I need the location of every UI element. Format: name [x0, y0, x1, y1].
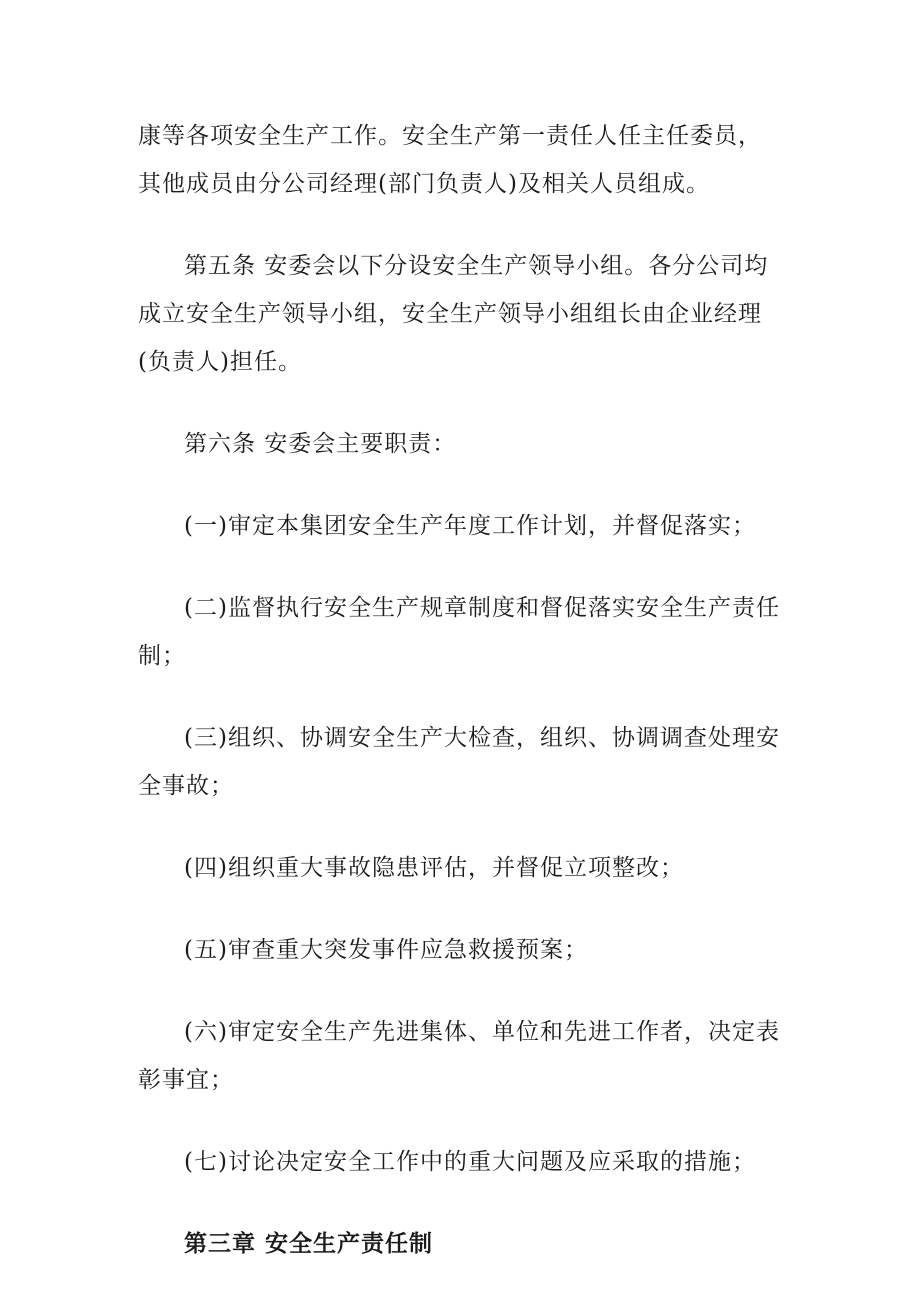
duty-item-2: (二)监督执行安全生产规章制度和督促落实安全生产责任制； — [138, 595, 780, 669]
duty-item-5: (五)审查重大突发事件应急救援预案； — [184, 937, 588, 963]
duty-item-6: (六)审定安全生产先进集体、单位和先进工作者，决定表彰事宜； — [138, 1019, 780, 1093]
duty-item-3: (三)组织、协调安全生产大检查，组织、协调调查处理安全事故； — [138, 725, 780, 799]
duty-item-4: (四)组织重大事故隐患评估，并督促立项整改； — [184, 855, 684, 881]
article-5: 第五条 安委会以下分设安全生产领导小组。各分公司均成立安全生产领导小组，安全生产领导小组组长由企业经理(负责人)担任。 — [138, 253, 769, 375]
chapter-heading: 第三章 安全生产责任制 — [184, 1231, 434, 1257]
duty-item-1: (一)审定本集团安全生产年度工作计划，并督促落实； — [184, 513, 756, 539]
article-6: 第六条 安委会主要职责： — [184, 431, 457, 457]
duty-item-7: (七)讨论决定安全工作中的重大问题及应采取的措施； — [184, 1149, 756, 1175]
paragraph-continuation: 康等各项安全生产工作。安全生产第一责任人任主任委员，其他成员由分公司经理(部门负责人)及相关人员组成。 — [138, 123, 762, 197]
